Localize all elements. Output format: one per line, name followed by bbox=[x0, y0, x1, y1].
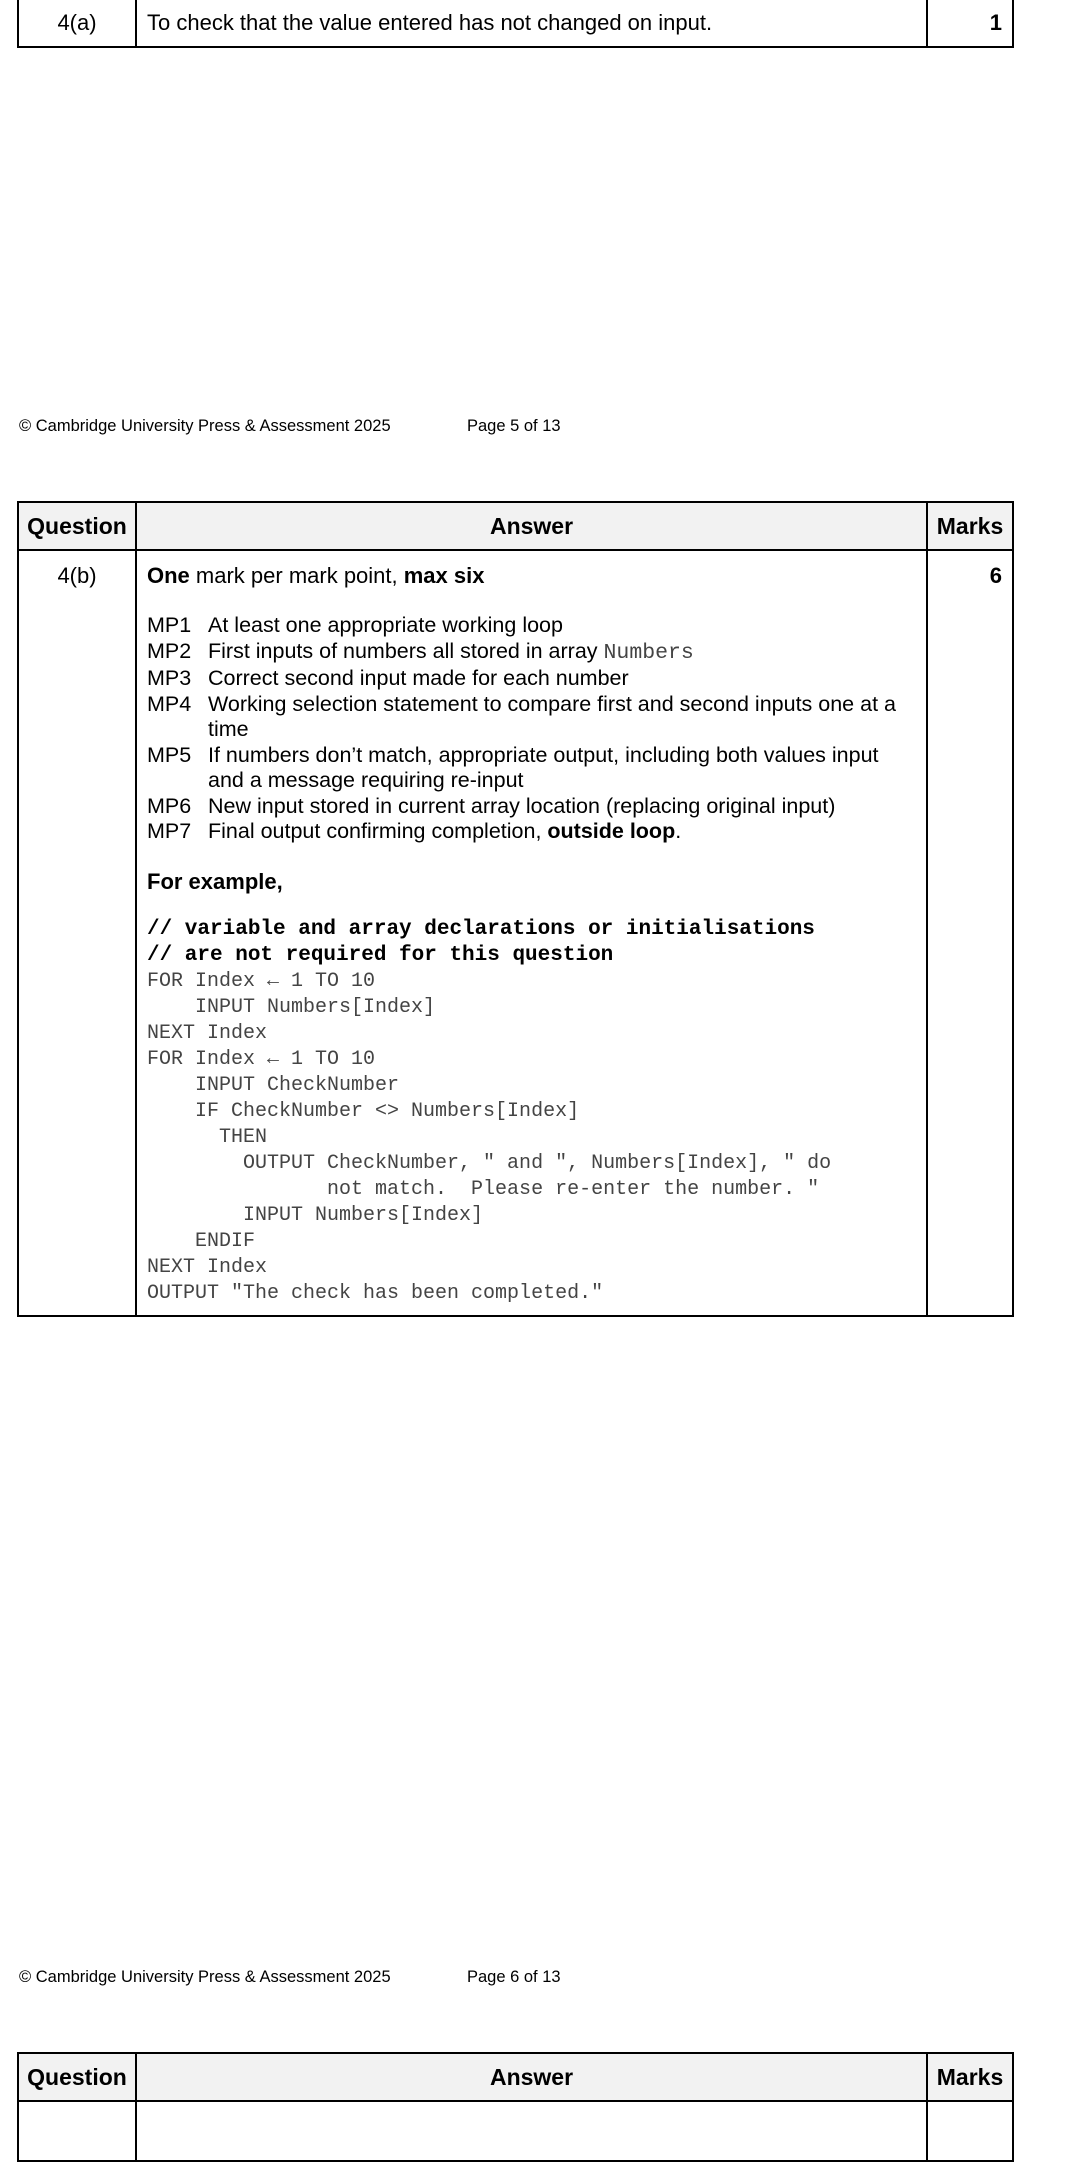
marks-cell: 6 bbox=[927, 550, 1013, 1316]
mark-scheme-intro: One mark per mark point, max six bbox=[147, 563, 485, 588]
mark-point: MP5 If numbers don’t match, appropriate output, including both values input and a message requiring re-input bbox=[147, 742, 879, 792]
header-question: Question bbox=[18, 2053, 136, 2101]
code-line: NEXT Index bbox=[147, 1021, 268, 1045]
code-line: INPUT CheckNumber bbox=[147, 1073, 400, 1097]
mark-point: MP7 Final output confirming completion, outside loop. bbox=[147, 819, 682, 843]
answer-table-4a bbox=[17, 0, 1014, 48]
mark-point: MP3 Correct second input made for each number bbox=[147, 666, 629, 690]
mark-points-list bbox=[147, 613, 916, 845]
code-line: OUTPUT "The check has been completed." bbox=[147, 1281, 604, 1305]
code-comments bbox=[147, 917, 916, 969]
page-number: Page 5 of 13 bbox=[467, 417, 561, 435]
code-line: ENDIF bbox=[147, 1229, 256, 1253]
header-answer: Answer bbox=[136, 2053, 927, 2101]
page-footer bbox=[19, 1968, 561, 1987]
page-footer bbox=[19, 417, 561, 436]
example-heading: For example, bbox=[147, 868, 283, 894]
answer-cell bbox=[136, 550, 927, 1316]
code-line: INPUT Numbers[Index] bbox=[147, 1203, 484, 1227]
code-line: IF CheckNumber <> Numbers[Index] bbox=[147, 1099, 580, 1123]
copyright-text: © Cambridge University Press & Assessment 2025 bbox=[19, 417, 391, 435]
code-line: THEN bbox=[147, 1125, 268, 1149]
header-answer: Answer bbox=[136, 502, 927, 550]
mark-point: MP1 At least one appropriate working loop bbox=[147, 613, 563, 637]
mark-point: MP4 Working selection statement to compare first and second inputs one at a time bbox=[147, 691, 896, 741]
answer-table-4b bbox=[17, 501, 1014, 1317]
mark-point: MP2 First inputs of numbers all stored in array Numbers bbox=[147, 638, 694, 665]
code-comment-line: // variable and array declarations or initialisations bbox=[147, 917, 815, 941]
answer-cell: To check that the value entered has not changed on input. bbox=[136, 0, 927, 47]
array-name: Numbers bbox=[603, 640, 694, 665]
mark-point: MP6 New input stored in current array location (replacing original input) bbox=[147, 793, 836, 818]
page-number: Page 6 of 13 bbox=[467, 1968, 561, 1986]
code-line: NEXT Index bbox=[147, 1255, 268, 1279]
copyright-text: © Cambridge University Press & Assessment 2025 bbox=[19, 1968, 391, 1986]
header-question: Question bbox=[18, 502, 136, 550]
marks-cell: 1 bbox=[927, 0, 1013, 47]
code-line: FOR Index ← 1 TO 10 bbox=[147, 1047, 376, 1071]
code-line: OUTPUT CheckNumber, " and ", Numbers[Index], " do bbox=[147, 1151, 832, 1175]
question-cell: 4(a) bbox=[18, 0, 136, 47]
answer-table-next bbox=[17, 2052, 1014, 2162]
code-comment-line: // are not required for this question bbox=[147, 943, 614, 967]
code-line: not match. Please re-enter the number. " bbox=[147, 1177, 820, 1201]
pseudocode-block bbox=[147, 969, 916, 1315]
code-line: INPUT Numbers[Index] bbox=[147, 995, 436, 1019]
question-cell: 4(b) bbox=[18, 550, 136, 1316]
header-marks: Marks bbox=[927, 2053, 1013, 2101]
code-line: FOR Index ← 1 TO 10 bbox=[147, 969, 376, 993]
header-marks: Marks bbox=[927, 502, 1013, 550]
